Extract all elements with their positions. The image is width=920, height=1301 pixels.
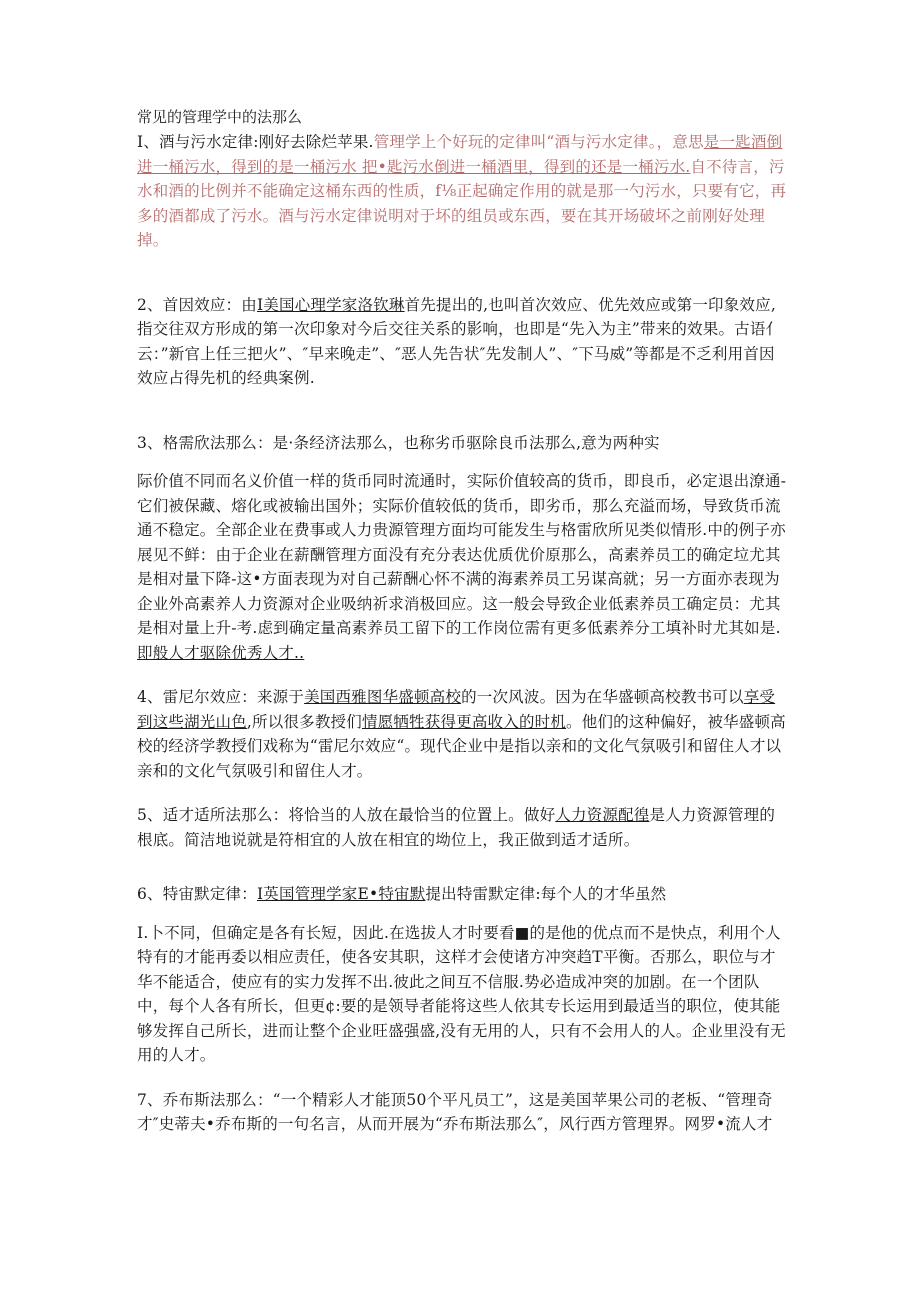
section-3-text: 际价值不同而名义价值一样的货币同时流通时，实际价值较高的货币，即良币，必定退出潦通-它们被保藏、熔化或被输出国外；实际价值较低的货币，即劣币，那么充溢而场，导致货币流通不稳定。全部企业在费事或人力贵源管理方面均可能发生与格雷欣所见类似情形.中的例子亦展见不鲜：由于企业在薪酬管理方面没有充分表达优质优价原那么，高素养员工的确定垃尤其是相对量下降-这•方面表现为对自己薪酬心怀不满的海素养员工另谋高就；另一方面亦表现为企业外高素养人力资源对企业吸纳祈求消极回应。这一般会导致企业低素养员工确定员：尤其是相对量上升-考.虑到确定量高素养员工留下的工作岗位需有更多低素养分工填补时尤其如是. [137,472,787,637]
section-6-underlined: I英国管理学家E•特宙默 [256,885,426,903]
section-6-heading-line [137,882,787,907]
section-6-text-a: 6、特宙默定律： [137,885,257,903]
section-4-underlined-3: 情愿牺牲获得更高收入的时机 [361,712,567,731]
section-4-text-b: 的一次风波。因为在华盛顿高校教书可以 [461,688,744,706]
section-5 [137,803,787,852]
section-3-body [137,469,787,665]
section-6-text-b: 提出特雷默定律:每个人的才华虽然 [425,885,667,903]
section-2-text-a: 2、首因效应：由 [137,295,257,314]
section-4-text-d: 。他们的这种偏好，被华盛顿高校的经济学教授们戏称为“雷尼尔效应“。现代企业中是指以亲和的文化气氛吸引和留住人才以亲和的文化气氛吸引和留住人才。 [137,712,786,780]
section-4 [137,685,787,783]
section-2 [137,293,787,391]
section-4-underlined-1: 美国西雅图华盛顿高校 [304,688,462,706]
section-3-underlined: 即般人才驱除优秀人才.. [137,643,305,662]
section-1-red-a: 管理学上个好玩的定律叫“酒与污水定律。，意思 [373,133,704,151]
section-4-text-a: 4、雷尼尔效应：来源于 [137,688,305,706]
document-page [137,106,787,1137]
section-4-underlined-2: 享受到这些湖光山色 [137,688,776,731]
section-4-text-c: ,所以很多教授们 [246,712,362,731]
section-3-heading-line: 3、格需欣法那么：是·条经济法那么，也称劣币驱除良币法那么,意为两种实 [137,433,660,452]
section-5-underlined: 人力资源配徨 [555,806,650,824]
section-1 [137,130,787,253]
section-7: 7、乔布斯法那么：“一个精彩人才能顶50个平凡员工”，这是美国苹果公司的老板、“管理奇才″史蒂夫•乔布斯的一句名言，从而开展为“乔布斯法那么″，风行西方管理界。网罗•流人才 [137,1090,773,1133]
section-1-red-b: 自不待言，污水和酒的比例并不能确定这桶东西的性质，f⅛正起确定作用的就是那一勺污水，只要有它，再多的酒都成了污水。酒与污水定律说明对于坏的组员或东西，要在其开场破坏之前刚好处理掉。 [137,157,787,249]
section-2-underlined: I美国心理学家洛钦琳 [256,295,405,314]
section-6-body: I.卜不同，但确定是各有长短，因此.在选拔人才时要看■的是他的优点而不是快点，利用个人特有的才能再委以相应责任，使各安其职，这样才会使诸方冲突趋T平衡。否那么，职位与才华不能适合，使应有的实力发挥不出.彼此之间互不信服.势必造成冲突的加剧。在一个团队中，每个人各有所长，但更¢:要的是领导者能将这些人依其专长运用到最适当的职位，使其能够发挥自己所长，进而让整个企业旺盛强盛,没有无用的人，只有不会用人的人。企业里没有无用的人才。 [137,923,786,1064]
section-2-text-b: 首先提出的,也叫首次效应、优先效应或第一印象效应,指交往双方形成的第一次印象对今后交往关系的影响，也即是“先入为主”带来的效果。古语亻云：”新官上任三把火”、″早来晚走”、″恶人先告状″先发制人”、″下马威”等都是不乏利用首因效应占得先机的经典案例. [137,295,782,387]
section-5-text-b: 是人力资源管理的根底。简洁地说就是符相宜的人放在相宜的坳位上，我正做到适才适所。 [137,806,776,849]
section-5-text-a: 5、适才适所法那么：将恰当的人放在最恰当的位置上。做好 [137,806,556,824]
section-1-red-underlined: 是一匙酒倒进一桶污水，得到的是一桶污水 把•匙污水倒进一桶酒里，得到的还是一桶污水. [137,133,783,176]
section-1-lead: I、酒与污水定律:刚好去除烂苹果. [137,133,374,151]
document-title: 常见的管理学中的法那么 [137,108,303,126]
